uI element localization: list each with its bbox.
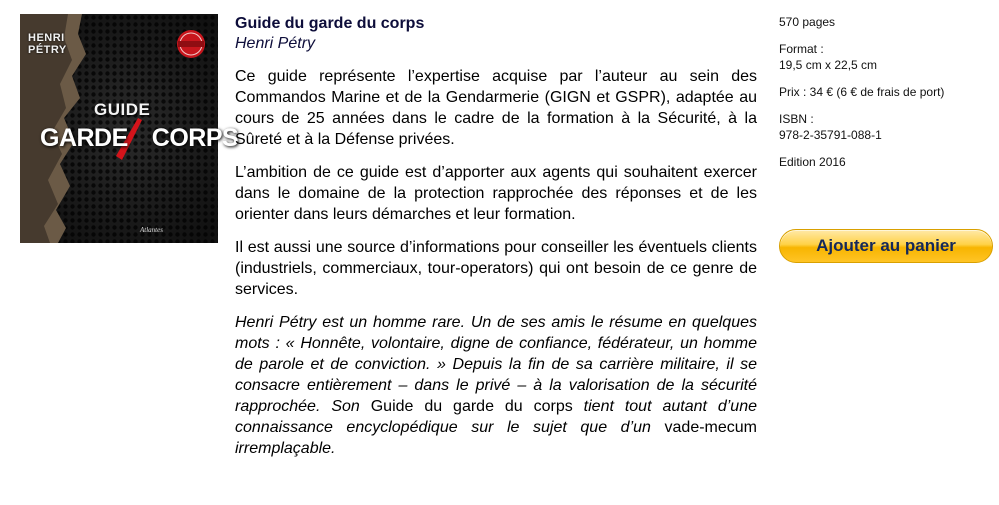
isbn-info: ISBN : 978-2-35791-088-1: [779, 112, 882, 142]
book-title: Guide du garde du corps: [235, 15, 425, 32]
description-paragraph: L’ambition de ce guide est d’apporter aux agents qui souhaitent exercer dans le domaine de la protection rapprochée des réponses et de les orienter dans leurs démarches et leur formation.: [235, 164, 757, 223]
add-to-cart-label: Ajouter au panier: [816, 236, 956, 255]
author-bio-paragraph: Henri Pétry est un homme rare. Un de ses amis le résume en quelques mots : « Honnête, volontaire, digne de confiance, fédérateur, un homme de parole et de conviction. » Depuis la fin de sa carrière militaire, il se consacre entièrement – dans le privé – à la valorisation de la sécurité rapprochée. Son Guide du garde du corps tient tout autant d’une connaissance encyclopédique sur le sujet que d’un vade-mecum irremplaçable.: [235, 314, 758, 457]
cover-guide-text: GUIDE: [94, 100, 151, 119]
book-author: Henri Pétry: [235, 35, 316, 52]
book-details: [779, 14, 989, 181]
book-cover-image: [20, 14, 239, 243]
description-paragraph: Ce guide représente l’expertise acquise par l’auteur au sein des Commandos Marine et de la Gendarmerie (GIGN et GSPR), adaptée au cours de 25 années dans le cadre de la formation à la Sécurité, à la Sûreté et à la Défense privées.: [235, 68, 757, 148]
cover-title-text: GARDE CORPS: [40, 124, 239, 152]
cover-author-text: HENRI PÉTRY: [28, 32, 67, 56]
add-to-cart-button[interactable]: [779, 229, 993, 263]
edition-info: Edition 2016: [779, 155, 846, 169]
cover-seal-icon: [177, 30, 205, 58]
cover-publisher-text: Atlantes: [140, 226, 163, 234]
description-paragraph: Il est aussi une source d’informations pour conseiller les éventuels clients (industriels, commerciaux, tour-operators) qui ont besoin de ce genre de services.: [235, 239, 757, 298]
price-info: Prix : 34 € (6 € de frais de port): [779, 85, 945, 99]
format-info: Format : 19,5 cm x 22,5 cm: [779, 42, 878, 72]
page-count: 570 pages: [779, 15, 836, 29]
book-description: [235, 14, 757, 471]
